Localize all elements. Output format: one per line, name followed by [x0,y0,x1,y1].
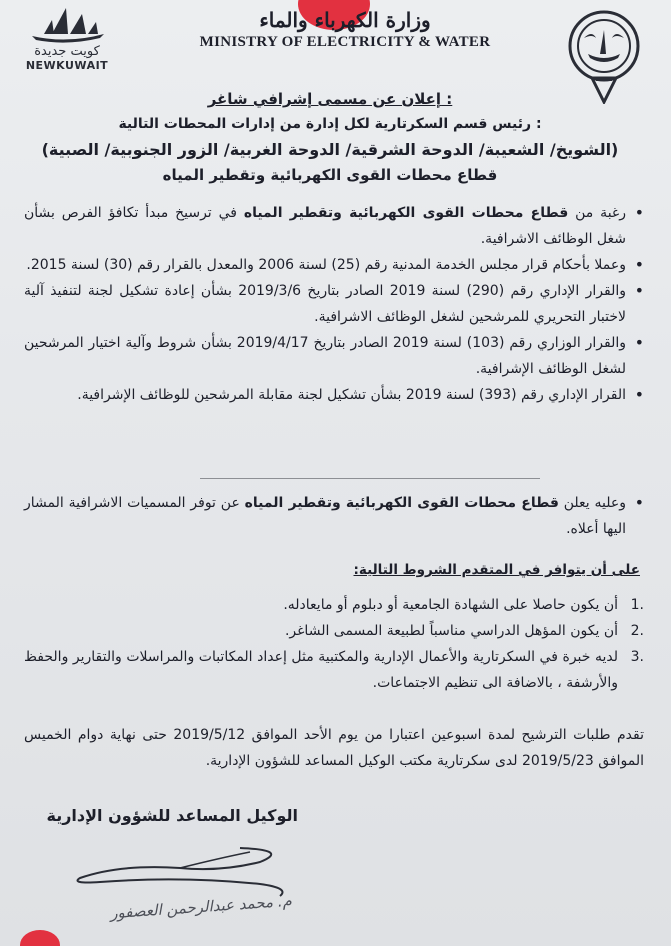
newkuwait-logo [12,4,122,84]
conditions-list [24,592,644,696]
conditions-title: على أن يتوافر في المتقدم الشروط التالية: [353,562,640,578]
red-pin-bottom [20,930,60,946]
divider [200,478,540,479]
list-item: • رغبة من قطاع محطات القوى الكهربائية وتقطير المياه في ترسيخ مبدأ تكافؤ الفرص بشأن شغل الوظائف الاشرافية. [24,200,644,252]
condition-item: .3 لديه خبرة في السكرتارية والأعمال الإدارية والمكتبية مثل إعداد المكاتبات والمراسلات والتقارير والحفظ والأرشفة ، بالاضافة الى تنظيم الاجتماعات. [24,649,644,691]
bullet-list [24,200,644,408]
brand-arabic: كويت جديدة [34,44,100,59]
signer-title: الوكيل المساعد للشؤون الإدارية [46,806,298,825]
announcement-statement [24,490,644,542]
list-item: • وعملا بأحكام قرار مجلس الخدمة المدنية رقم (25) لسنة 2006 والمعدل بالقرار رقم (30) لسنة 2015. [24,252,644,278]
ministry-english: MINISTRY OF ELECTRICITY & WATER [199,34,491,50]
submission-note: تقدم طلبات الترشيح لمدة اسبوعين اعتبارا من يوم الأحد الموافق 2019/5/12 حتى نهاية دوام الخميس الموافق 2019/5/23 لدى سكرتارية مكتب الوكيل المساعد للشؤون الإدارية. [24,727,645,769]
sector-name: قطاع محطات القوى الكهربائية وتقطير المياه [162,166,498,184]
condition-item: .1 أن يكون حاصلا على الشهادة الجامعية أو دبلوم أو مايعادله. [283,597,644,613]
list-item: • وعليه يعلن قطاع محطات القوى الكهربائية وتقطير المياه عن توفر المسميات الاشرافية المشار اليها أعلاه. [24,490,644,542]
brand-english: NEWKUWAIT [25,59,109,72]
stations-list: (الشويخ/ الشعيبة/ الدوحة الشرقية/ الدوحة الغربية/ الزور الجنوبية/ الصبية) [41,140,619,159]
announcement-title: إعلان عن مسمى إشرافي شاغر : [207,90,453,108]
dhow-boat-icon [22,4,112,44]
list-item: • والقرار الوزاري رقم (103) لسنة 2019 الصادر بتاريخ 2019/4/17 بشأن شروط وآلية اختيار المرشحين لشغل الوظائف الإشرافية. [24,330,644,382]
ministry-name [170,8,520,51]
list-item: • القرار الإداري رقم (393) لسنة 2019 بشأن تشكيل لجنة مقابلة المرشحين للوظائف الإشرافية. [24,382,644,408]
ministry-arabic: وزارة الكهرباء والماء [259,8,431,32]
announcement-subtitle: رئيس قسم السكرتارية لكل إدارة من إدارات المحطات التالية : [118,116,542,132]
condition-item: .2 أن يكون المؤهل الدراسي مناسباً لطبيعة المسمى الشاغر. [284,623,644,639]
list-item: • والقرار الإداري رقم (290) لسنة 2019 الصادر بتاريخ 2019/3/6 بشأن إعادة تشكيل لجنة لتنفيذ آلية لاختبار التحريري للمرشحين لشغل الوظائف الاشرافية. [24,278,644,330]
signature-name: م. محمد عبدالرحمن العصفور [109,891,293,923]
